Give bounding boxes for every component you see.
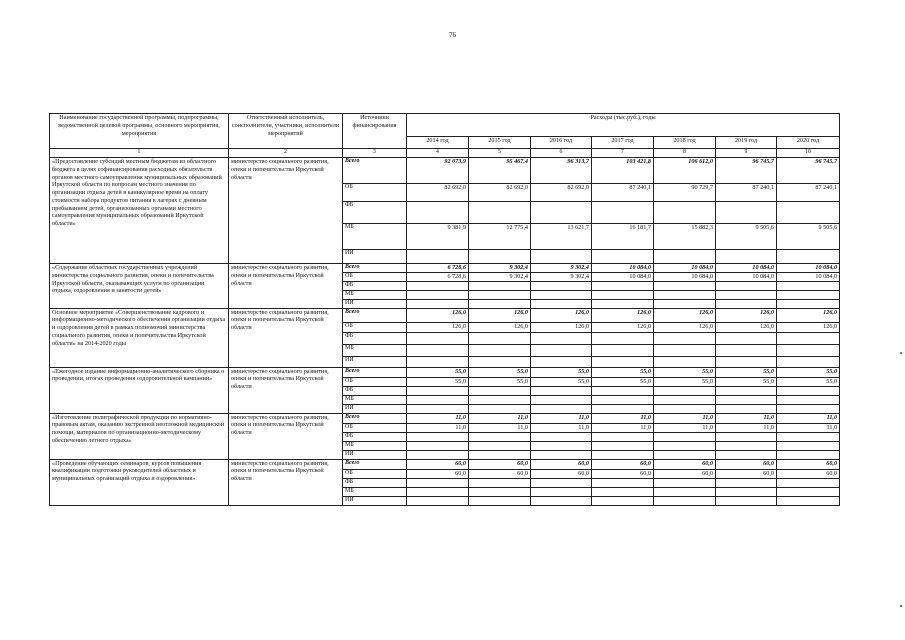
amount-cell: 87 240,1 [716, 184, 777, 202]
amount-cell [592, 300, 654, 309]
amount-cell: 126,0 [777, 322, 840, 332]
amount-cell [777, 282, 840, 291]
amount-cell [407, 356, 469, 367]
amount-cell: 82 692,0 [469, 184, 531, 202]
funding-source: МБ [343, 487, 407, 496]
amount-cell [407, 487, 469, 496]
amount-cell: 126,0 [654, 308, 716, 322]
scan-mark [900, 352, 902, 354]
amount-cell [531, 291, 592, 300]
amount-cell [654, 300, 716, 309]
amount-cell [654, 332, 716, 344]
amount-cell [654, 487, 716, 496]
amount-cell: 15 882,3 [654, 224, 716, 250]
amount-cell [654, 404, 716, 413]
amount-cell: 10 084,0 [592, 264, 654, 273]
amount-cell: 55,0 [592, 377, 654, 386]
amount-cell [531, 395, 592, 404]
amount-cell: 60,0 [654, 469, 716, 478]
amount-cell [777, 386, 840, 395]
amount-cell [531, 250, 592, 264]
amount-cell: 9 505,6 [716, 224, 777, 250]
amount-cell: 13 621,7 [531, 224, 592, 250]
amount-cell [592, 332, 654, 344]
amount-cell [654, 356, 716, 367]
funding-source: Всего [343, 264, 407, 273]
amount-cell: 87 240,1 [592, 184, 654, 202]
amount-cell [777, 404, 840, 413]
header-expenses: Расходы (тыс.руб.), годы [407, 114, 840, 137]
amount-cell [469, 344, 531, 356]
amount-cell [777, 496, 840, 505]
amount-cell [716, 356, 777, 367]
amount-cell [654, 496, 716, 505]
column-number: 7 [592, 149, 654, 158]
activity-name: Основное мероприятие «Совершенствование кадрового и информационно-методического обеспечения организации отдыха и оздоровления детей в рамках полномочий министерства социального развития, опеки и попечительства Иркутской области» на 2014-2020 годы [50, 308, 229, 367]
executor-name: министерство социального развития, опеки и попечительства Иркутской области [229, 158, 343, 264]
executor-name: министерство социального развития, опеки и попечительства Иркутской области [229, 367, 343, 413]
amount-cell [407, 202, 469, 224]
column-number: 9 [716, 149, 777, 158]
amount-cell: 10 084,0 [716, 273, 777, 282]
funding-source: МБ [343, 291, 407, 300]
executor-name: министерство социального развития, опеки и попечительства Иркутской области [229, 264, 343, 309]
amount-cell: 11,0 [469, 423, 531, 432]
funding-source: МБ [343, 224, 407, 250]
amount-cell: 126,0 [716, 308, 777, 322]
page-number: 76 [449, 31, 456, 39]
funding-source: ФБ [343, 432, 407, 441]
header-year: 2019 год [716, 137, 777, 149]
amount-cell [592, 282, 654, 291]
amount-cell: 55,0 [531, 377, 592, 386]
amount-cell: 9 302,4 [531, 273, 592, 282]
amount-cell: 126,0 [592, 308, 654, 322]
column-number: 2 [229, 149, 343, 158]
amount-cell: 10 084,0 [654, 264, 716, 273]
amount-cell [407, 386, 469, 395]
amount-cell: 9 505,6 [777, 224, 840, 250]
funding-source: ИИ [343, 496, 407, 505]
amount-cell: 9 302,4 [469, 264, 531, 273]
amount-cell [777, 395, 840, 404]
amount-cell [716, 450, 777, 459]
amount-cell [716, 282, 777, 291]
funding-source: Всего [343, 459, 407, 469]
scan-mark [900, 605, 902, 607]
amount-cell [654, 432, 716, 441]
amount-cell: 126,0 [407, 322, 469, 332]
amount-cell: 55,0 [654, 367, 716, 377]
amount-cell [407, 404, 469, 413]
activity-name: «Содержание областных государственных учреждений министерства социального развития, опеки и попечительства Иркутской области, оказывающих услуги по организации отдыха, оздоровления и занятости детей» [50, 264, 229, 309]
amount-cell [716, 300, 777, 309]
amount-cell [407, 441, 469, 450]
header-year: 2018 год [654, 137, 716, 149]
amount-cell [407, 395, 469, 404]
amount-cell [777, 291, 840, 300]
amount-cell: 11,0 [716, 423, 777, 432]
amount-cell [469, 202, 531, 224]
amount-cell [777, 202, 840, 224]
table-row [50, 367, 840, 377]
amount-cell [654, 395, 716, 404]
amount-cell: 55,0 [716, 377, 777, 386]
funding-source: Всего [343, 367, 407, 377]
amount-cell: 55,0 [592, 367, 654, 377]
amount-cell [654, 450, 716, 459]
amount-cell [531, 332, 592, 344]
amount-cell [777, 332, 840, 344]
amount-cell [469, 478, 531, 487]
funding-source: ФБ [343, 282, 407, 291]
header-year: 2014 год [407, 137, 469, 149]
column-number: 3 [343, 149, 407, 158]
amount-cell [592, 250, 654, 264]
column-number: 6 [531, 149, 592, 158]
amount-cell: 60,0 [469, 469, 531, 478]
amount-cell: 6 728,6 [407, 264, 469, 273]
executor-name: министерство социального развития, опеки и попечительства Иркутской области [229, 459, 343, 505]
amount-cell [654, 478, 716, 487]
amount-cell [469, 332, 531, 344]
table-row [50, 413, 840, 423]
amount-cell: 126,0 [469, 308, 531, 322]
amount-cell [654, 386, 716, 395]
amount-cell [531, 450, 592, 459]
amount-cell: 55,0 [777, 367, 840, 377]
amount-cell: 11,0 [469, 413, 531, 423]
amount-cell [592, 441, 654, 450]
amount-cell: 55,0 [654, 377, 716, 386]
amount-cell: 60,0 [407, 469, 469, 478]
amount-cell: 11,0 [407, 423, 469, 432]
amount-cell [531, 300, 592, 309]
amount-cell [716, 478, 777, 487]
amount-cell: 11,0 [407, 413, 469, 423]
amount-cell: 55,0 [469, 367, 531, 377]
amount-cell: 60,0 [592, 459, 654, 469]
amount-cell: 82 692,0 [531, 184, 592, 202]
amount-cell [777, 450, 840, 459]
amount-cell: 60,0 [777, 469, 840, 478]
amount-cell: 55,0 [777, 377, 840, 386]
amount-cell [654, 291, 716, 300]
funding-source: Всего [343, 158, 407, 184]
amount-cell: 96 745,7 [777, 158, 840, 184]
amount-cell: 16 181,7 [592, 224, 654, 250]
amount-cell [407, 496, 469, 505]
amount-cell [592, 291, 654, 300]
amount-cell [777, 344, 840, 356]
amount-cell [469, 404, 531, 413]
column-number: 4 [407, 149, 469, 158]
amount-cell: 126,0 [531, 322, 592, 332]
amount-cell [531, 344, 592, 356]
funding-source: ОБ [343, 184, 407, 202]
expenses-table [49, 113, 840, 506]
amount-cell [469, 395, 531, 404]
amount-cell: 96 313,7 [531, 158, 592, 184]
amount-cell [654, 250, 716, 264]
amount-cell: 10 084,0 [592, 273, 654, 282]
amount-cell [592, 487, 654, 496]
amount-cell [407, 344, 469, 356]
amount-cell: 126,0 [469, 322, 531, 332]
amount-cell [469, 300, 531, 309]
amount-cell: 11,0 [531, 423, 592, 432]
amount-cell [777, 300, 840, 309]
amount-cell [777, 250, 840, 264]
funding-source: ИИ [343, 356, 407, 367]
funding-source: ОБ [343, 423, 407, 432]
table-row [50, 158, 840, 184]
amount-cell [777, 441, 840, 450]
amount-cell [654, 344, 716, 356]
column-number: 1 [50, 149, 229, 158]
amount-cell: 126,0 [716, 322, 777, 332]
amount-cell [407, 432, 469, 441]
amount-cell [592, 344, 654, 356]
amount-cell: 10 084,0 [716, 264, 777, 273]
amount-cell [592, 450, 654, 459]
funding-source: ОБ [343, 377, 407, 386]
amount-cell [531, 496, 592, 505]
amount-cell [469, 386, 531, 395]
amount-cell: 96 745,7 [716, 158, 777, 184]
amount-cell [716, 291, 777, 300]
amount-cell [407, 291, 469, 300]
funding-source: ИИ [343, 404, 407, 413]
amount-cell [407, 478, 469, 487]
amount-cell [469, 291, 531, 300]
amount-cell: 6 728,6 [407, 273, 469, 282]
amount-cell [592, 496, 654, 505]
amount-cell: 126,0 [407, 308, 469, 322]
table-row [50, 459, 840, 469]
amount-cell: 11,0 [777, 423, 840, 432]
column-number: 5 [469, 149, 531, 158]
amount-cell [716, 386, 777, 395]
amount-cell [592, 395, 654, 404]
amount-cell: 9 302,4 [531, 264, 592, 273]
amount-cell: 11,0 [654, 423, 716, 432]
amount-cell: 60,0 [531, 469, 592, 478]
amount-cell: 126,0 [531, 308, 592, 322]
amount-cell [469, 282, 531, 291]
activity-name: «Изготовление полиграфической продукции по нормативно-правовым актам, оказанию экстренной неотложной медицинской помощи, материалов по организационно-методическому обеспечению летнего отдыха» [50, 413, 229, 459]
amount-cell: 9 381,9 [407, 224, 469, 250]
amount-cell [592, 404, 654, 413]
amount-cell [531, 487, 592, 496]
amount-cell: 55,0 [531, 367, 592, 377]
header-source: Источники финансирования [343, 114, 407, 149]
amount-cell: 126,0 [592, 322, 654, 332]
amount-cell [592, 356, 654, 367]
header-year: 2017 год [592, 137, 654, 149]
amount-cell [469, 432, 531, 441]
amount-cell [531, 386, 592, 395]
activity-name: «Предоставление субсидий местным бюджетам из областного бюджета в целях софинансирования расходных обязательств органов местного самоуправления муниципальных образований Иркутской области по вопросам местного значения по организации отдыха детей в каникулярное время на оплату стоимости набора продуктов питания в лагерях с дневным пребыванием детей, организованных органами местного самоуправления муниципальных образований Иркутской области» [50, 158, 229, 264]
executor-name: министерство социального развития, опеки и попечительства Иркутской области [229, 413, 343, 459]
amount-cell [592, 202, 654, 224]
amount-cell: 126,0 [654, 322, 716, 332]
amount-cell [469, 250, 531, 264]
amount-cell [531, 441, 592, 450]
amount-cell: 9 302,4 [469, 273, 531, 282]
amount-cell: 60,0 [407, 459, 469, 469]
funding-source: ФБ [343, 202, 407, 224]
amount-cell [777, 432, 840, 441]
funding-source: Всего [343, 308, 407, 322]
amount-cell: 12 775,4 [469, 224, 531, 250]
amount-cell [592, 432, 654, 441]
amount-cell [531, 282, 592, 291]
funding-source: МБ [343, 395, 407, 404]
amount-cell: 55,0 [407, 377, 469, 386]
amount-cell [469, 496, 531, 505]
amount-cell: 60,0 [592, 469, 654, 478]
amount-cell [716, 250, 777, 264]
funding-source: МБ [343, 344, 407, 356]
header-year: 2020 год [777, 137, 840, 149]
amount-cell: 11,0 [654, 413, 716, 423]
table-row [50, 308, 840, 322]
amount-cell [716, 202, 777, 224]
amount-cell [531, 478, 592, 487]
amount-cell: 11,0 [777, 413, 840, 423]
header-program-name: Наименование государственной программы, подпрограммы, ведомственной целевой программы, основного мероприятия, мероприятия [50, 114, 229, 149]
amount-cell [407, 450, 469, 459]
amount-cell: 103 421,8 [592, 158, 654, 184]
funding-source: ФБ [343, 386, 407, 395]
amount-cell: 55,0 [716, 367, 777, 377]
header-year: 2016 год [531, 137, 592, 149]
amount-cell: 92 073,9 [407, 158, 469, 184]
amount-cell [654, 282, 716, 291]
activity-name: «Проведение обучающих семинаров, курсов повышения квалификации подготовки руководителей областных и муниципальных организаций отдыха и оздоровления» [50, 459, 229, 505]
amount-cell [777, 356, 840, 367]
amount-cell [716, 441, 777, 450]
amount-cell: 90 729,7 [654, 184, 716, 202]
funding-source: МБ [343, 441, 407, 450]
amount-cell: 55,0 [407, 367, 469, 377]
funding-source: ФБ [343, 478, 407, 487]
column-number: 10 [777, 149, 840, 158]
amount-cell [716, 332, 777, 344]
amount-cell: 10 084,0 [654, 273, 716, 282]
amount-cell: 11,0 [592, 413, 654, 423]
funding-source: ИИ [343, 450, 407, 459]
funding-source: ИИ [343, 250, 407, 264]
amount-cell: 106 612,0 [654, 158, 716, 184]
amount-cell: 95 467,4 [469, 158, 531, 184]
amount-cell: 11,0 [716, 413, 777, 423]
amount-cell: 11,0 [592, 423, 654, 432]
amount-cell [469, 450, 531, 459]
amount-cell [407, 250, 469, 264]
amount-cell [407, 332, 469, 344]
activity-name: «Ежегодное издание информационно-аналитического сборника о проведении, итогах проведения оздоровительной кампании» [50, 367, 229, 413]
funding-source: Всего [343, 413, 407, 423]
amount-cell [716, 344, 777, 356]
funding-source: ИИ [343, 300, 407, 309]
funding-source: ФБ [343, 332, 407, 344]
amount-cell [654, 202, 716, 224]
funding-source: ОБ [343, 469, 407, 478]
amount-cell [716, 496, 777, 505]
column-number: 8 [654, 149, 716, 158]
amount-cell [716, 487, 777, 496]
header-executor: Ответственный исполнитель, соисполнители, участники, исполнители мероприятий [229, 114, 343, 149]
table-row [50, 264, 840, 273]
amount-cell: 87 240,1 [777, 184, 840, 202]
amount-cell: 82 692,0 [407, 184, 469, 202]
amount-cell [777, 478, 840, 487]
header-year: 2015 год [469, 137, 531, 149]
amount-cell [716, 432, 777, 441]
amount-cell: 10 084,0 [777, 264, 840, 273]
amount-cell [716, 404, 777, 413]
amount-cell [777, 487, 840, 496]
amount-cell [716, 395, 777, 404]
amount-cell: 60,0 [716, 459, 777, 469]
amount-cell [531, 432, 592, 441]
amount-cell: 55,0 [469, 377, 531, 386]
funding-source: ОБ [343, 273, 407, 282]
amount-cell: 60,0 [777, 459, 840, 469]
amount-cell [531, 404, 592, 413]
amount-cell: 126,0 [777, 308, 840, 322]
amount-cell [592, 386, 654, 395]
amount-cell [654, 441, 716, 450]
amount-cell: 60,0 [469, 459, 531, 469]
funding-source: ОБ [343, 322, 407, 332]
amount-cell: 60,0 [716, 469, 777, 478]
amount-cell [469, 487, 531, 496]
amount-cell [407, 300, 469, 309]
amount-cell: 11,0 [531, 413, 592, 423]
executor-name: министерство социального развития, опеки и попечительства Иркутской области [229, 308, 343, 367]
amount-cell [469, 356, 531, 367]
amount-cell [469, 441, 531, 450]
amount-cell: 10 084,0 [777, 273, 840, 282]
amount-cell [407, 282, 469, 291]
amount-cell: 60,0 [654, 459, 716, 469]
amount-cell [592, 478, 654, 487]
amount-cell [531, 202, 592, 224]
amount-cell: 60,0 [531, 459, 592, 469]
amount-cell [531, 356, 592, 367]
